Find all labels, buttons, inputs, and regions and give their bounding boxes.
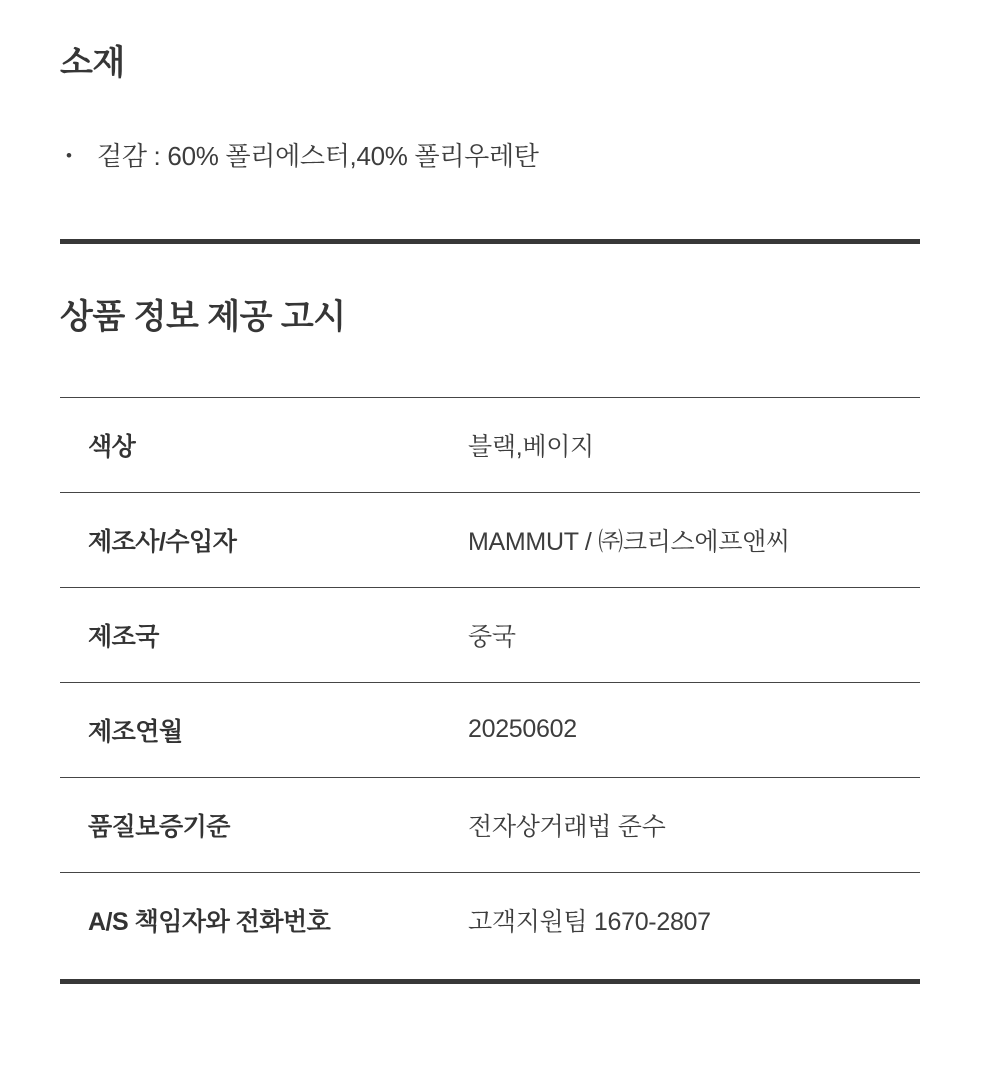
bullet-icon: • (66, 146, 72, 166)
product-info-table (60, 397, 920, 967)
info-row (60, 397, 920, 492)
info-row-label: 제조연월 (88, 717, 183, 746)
info-row-value: 블랙,베이지 (468, 432, 594, 461)
product-info-section (60, 244, 920, 967)
material-list (60, 140, 920, 174)
info-row (60, 872, 920, 967)
info-row-value: MAMMUT / ㈜크리스에프앤씨 (468, 527, 790, 556)
info-row-label: 품질보증기준 (88, 812, 230, 841)
info-row (60, 587, 920, 682)
info-row-value: 전자상거래법 준수 (468, 812, 666, 841)
info-row (60, 682, 920, 777)
info-row-value: 중국 (468, 622, 516, 651)
material-section-title: 소재 (60, 44, 125, 82)
material-item-text: 겉감 : 60% 폴리에스터,40% 폴리우레탄 (97, 140, 539, 171)
info-row-label: 색상 (88, 432, 136, 461)
info-row (60, 492, 920, 587)
info-row (60, 777, 920, 872)
product-detail-page (60, 0, 920, 984)
info-row-label: A/S 책임자와 전화번호 (88, 907, 331, 936)
info-row-label: 제조사/수입자 (88, 527, 237, 556)
product-info-section-title: 상품 정보 제공 고시 (60, 298, 346, 337)
info-row-value: 고객지원팀 1670-2807 (468, 907, 711, 936)
info-row-label: 제조국 (88, 622, 159, 651)
material-list-item (60, 140, 920, 174)
material-section (60, 0, 920, 173)
section-divider-bottom (60, 979, 920, 984)
info-row-value: 20250602 (468, 715, 577, 744)
